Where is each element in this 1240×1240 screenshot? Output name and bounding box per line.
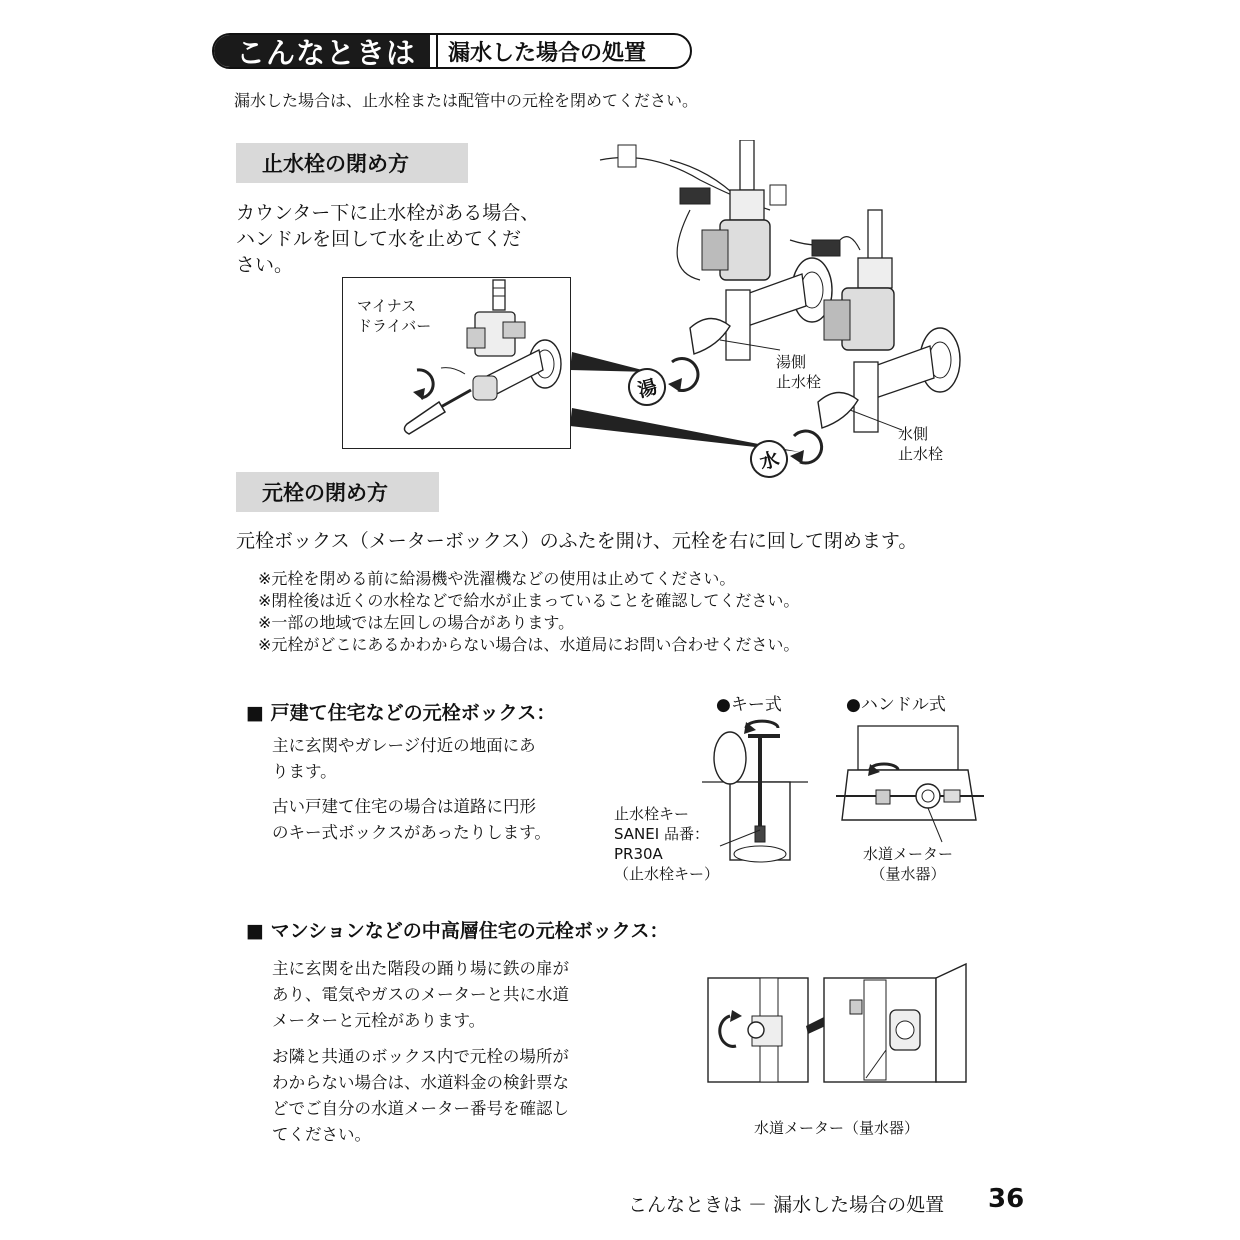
footer-text: こんなときは － 漏水した場合の処置 xyxy=(628,1194,945,1216)
cold-valve-label-line: 止水栓 xyxy=(898,445,944,463)
main-valve-notes xyxy=(258,568,799,656)
mansion-para1-line: あり、電気やガスのメーターと共に水道 xyxy=(272,985,569,1004)
page-number: 36 xyxy=(988,1184,1025,1214)
stop-valve-heading: 止水栓の閉め方 xyxy=(236,143,468,183)
key-caption-line: SANEI 品番： xyxy=(614,825,709,843)
mansion-para1 xyxy=(272,956,569,1034)
screwdriver-inset xyxy=(342,277,571,449)
stop-valve-text xyxy=(236,200,539,278)
key-caption-line: （止水栓キー） xyxy=(614,865,720,883)
key-caption xyxy=(614,804,719,884)
stop-valve-illustration xyxy=(590,140,980,470)
header-title: 漏水した場合の処置 xyxy=(436,35,646,67)
handle-type-label: ●ハンドル式 xyxy=(846,695,946,715)
detached-heading: ■ 戸建て住宅などの元栓ボックス： xyxy=(246,702,556,724)
detached-para1-line: ります。 xyxy=(272,762,337,781)
mansion-para2-line: わからない場合は、水道料金の検針票な xyxy=(272,1073,569,1092)
mansion-para2-line: お隣と共通のボックス内で元栓の場所が xyxy=(272,1047,569,1066)
mansion-para1-line: メーターと元栓があります。 xyxy=(272,1011,486,1030)
key-caption-line: 止水栓キー xyxy=(614,805,690,823)
stop-valve-text-line: カウンター下に止水栓がある場合、 xyxy=(236,202,540,224)
detached-para2-line: のキー式ボックスがあったりします。 xyxy=(272,823,551,842)
note-item: ※閉栓後は近くの水栓などで給水が止まっていることを確認してください。 xyxy=(258,591,800,610)
hot-symbol: 湯 xyxy=(624,364,671,411)
intro-text: 漏水した場合は、止水栓または配管中の元栓を閉めてください。 xyxy=(234,91,699,110)
detached-para2-line: 古い戸建て住宅の場合は道路に円形 xyxy=(272,797,536,816)
meter-caption xyxy=(858,844,958,884)
mansion-para2 xyxy=(272,1044,569,1148)
detached-para2 xyxy=(272,794,551,846)
mansion-para1-line: 主に玄関を出た階段の踊り場に鉄の扉が xyxy=(272,959,569,978)
mansion-box-illustration xyxy=(706,960,972,1086)
cold-valve-label-line: 水側 xyxy=(898,425,929,443)
main-valve-heading: 元栓の閉め方 xyxy=(236,472,439,512)
main-valve-lead: 元栓ボックス（メーターボックス）のふたを開け、元栓を右に回して閉めます。 xyxy=(236,530,918,552)
note-item: ※一部の地域では左回しの場合があります。 xyxy=(258,613,575,632)
mansion-heading: ■ マンションなどの中高層住宅の元栓ボックス： xyxy=(246,920,669,942)
stop-valve-text-line: さい。 xyxy=(236,254,294,276)
screwdriver-illustration xyxy=(343,278,572,450)
hot-valve-label-line: 止水栓 xyxy=(776,373,822,391)
hot-valve-label-line: 湯側 xyxy=(776,353,807,371)
stop-valve-text-line: ハンドルを回して水を止めてくだ xyxy=(236,228,522,250)
handle-box-illustration xyxy=(836,724,986,844)
key-caption-line: PR30A xyxy=(614,845,663,863)
mansion-para2-line: どでご自分の水道メーター番号を確認し xyxy=(272,1099,569,1118)
detached-para1 xyxy=(272,733,536,785)
header-tag: こんなときは xyxy=(214,35,430,67)
driver-label-line: ドライバー xyxy=(357,317,432,335)
note-item: ※元栓がどこにあるかわからない場合は、水道局にお問い合わせください。 xyxy=(258,635,800,654)
hot-valve-label xyxy=(776,352,821,392)
note-item: ※元栓を閉める前に給湯機や洗濯機などの使用は止めてください。 xyxy=(258,569,736,588)
mansion-para2-line: てください。 xyxy=(272,1125,371,1144)
meter-caption-line: （量水器） xyxy=(870,865,946,883)
cold-symbol: 水 xyxy=(746,436,793,483)
key-type-label: ●キー式 xyxy=(716,695,782,715)
driver-label-line: マイナス xyxy=(357,297,417,315)
section-header xyxy=(212,33,692,69)
detached-para1-line: 主に玄関やガレージ付近の地面にあ xyxy=(272,736,536,755)
meter-caption-line: 水道メーター xyxy=(862,845,953,863)
mansion-meter-caption: 水道メーター（量水器） xyxy=(754,1119,920,1137)
cold-valve-label xyxy=(898,424,943,464)
